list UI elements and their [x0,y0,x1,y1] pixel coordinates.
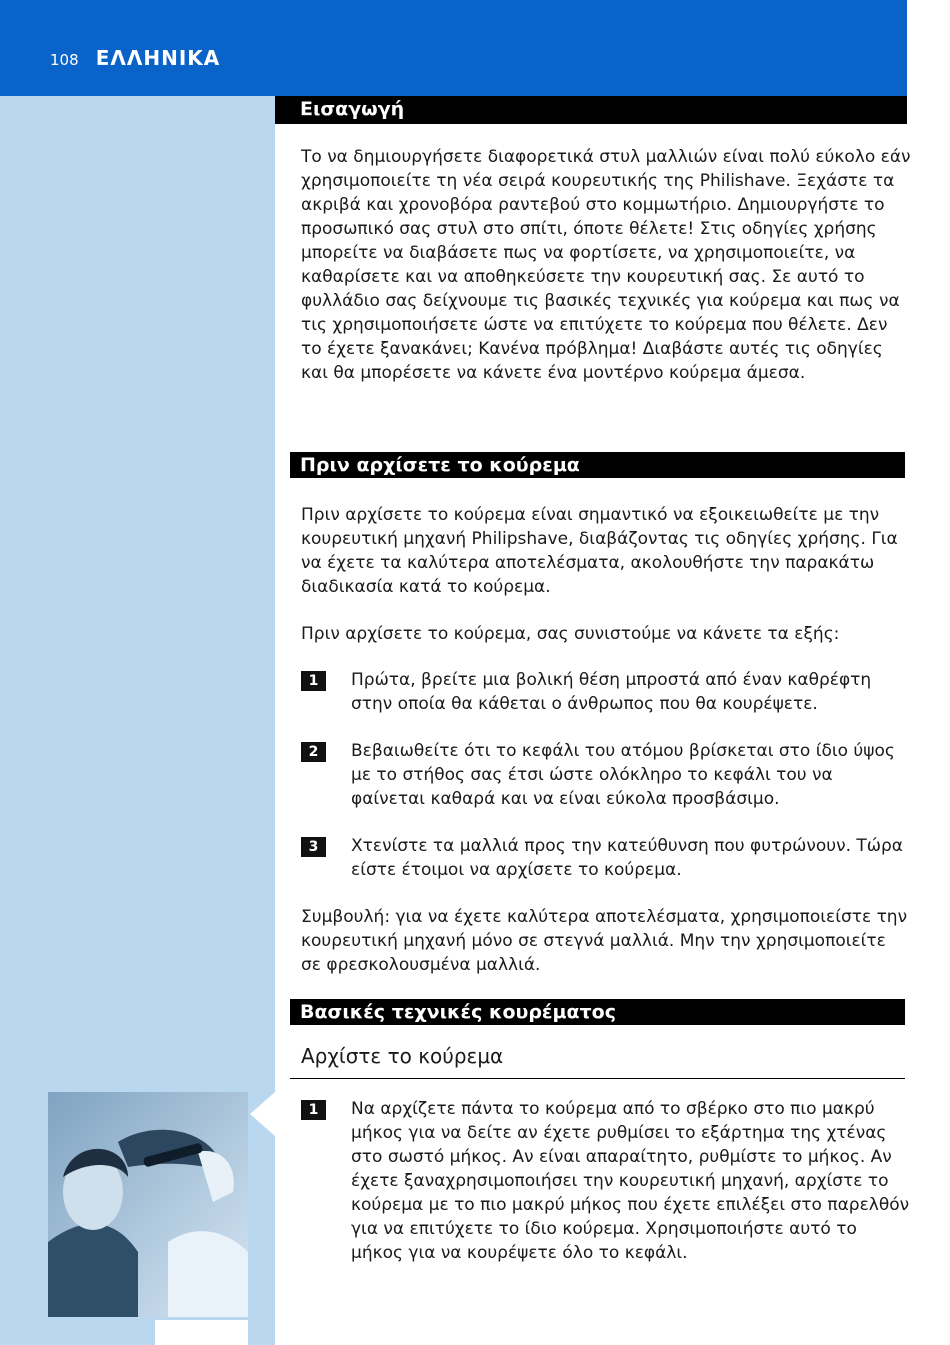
subsection-title: Αρχίστε το κούρεμα [301,1044,504,1068]
step-number: 3 [301,837,326,857]
before-paragraph: Πριν αρχίσετε το κούρεμα είναι σημαντικό να εξοικειωθείτε με την κουρευτική μηχανή Philipshave, διαβάζοντας τις οδηγίες χρήσης. Για να έχετε τα καλύτερα αποτελέσματα, ακολουθήστε την παρακάτω διαδικασία κατά το κούρεμα. [301,505,898,597]
step-number: 2 [301,742,326,762]
tip-paragraph: Συμβουλή: για να έχετε καλύτερα αποτελέσματα, χρησιμοποιείστε την κουρευτική μηχανή μόνο σε στεγνά μαλλιά. Μην την χρησιμοποιείτε σε φρεσκολουσμένα μαλλιά. [301,907,908,975]
step-text: Βεβαιωθείτε ότι το κεφάλι του ατόμου βρίσκεται στο ίδιο ύψος με το στήθος σας έτσι ώστε ολόκληρο το κεφάλι του να φαίνεται καθαρά και να είναι εύκολα προσβάσιμο. [351,741,895,809]
page-number: 108 [50,51,79,69]
before-intro-line: Πριν αρχίσετε το κούρεμα, σας συνιστούμε να κάνετε τα εξής: [301,624,840,644]
section-title-intro: Εισαγωγή [300,98,405,120]
step-text: Να αρχίζετε πάντα το κούρεμα από το σβέρκο στο πιο μακρύ μήκος για να δείτε αν έχετε ρυθμίσει το εξάρτημα της χτένας στο σωστό μήκος. Αν είναι απαραίτητο, ρυθμίστε το μήκος. Αν έχετε ξαναχρησιμοποιήσει την κουρευτική μηχανή, αρχίστε το κούρεμα με το πιο μακρύ μήκος που έχετε επιλέξει στο παρελθόν για να επιτύχετε το ίδιο κούρεμα. Χρησιμοποιήστε αυτό το μήκος για να κουρέψετε όλο το κεφάλι. [351,1099,910,1263]
step-number: 1 [301,671,326,691]
intro-paragraph: Το να δημιουργήσετε διαφορετικά στυλ μαλλιών είναι πολύ εύκολο εάν χρησιμοποιείτε τη νέα σειρά κουρευτικής της Philishave. Ξεχάστε τα ακριβά και χρονοβόρα ραντεβού στο κομμωτήριο. Δημιουργήστε το προσωπικό σας στυλ στο σπίτι, όποτε θέλετε! Στις οδηγίες χρήσης μπορείτε να διαβάσετε πως να φορτίσετε, να χρησιμοποιείτε, να καθαρίσετε και να αποθηκεύσετε την κουρευτική σας. Σε αυτό το φυλλάδιο σας δείχνουμε τις βασικές τεχνικές για κούρεμα και πως να τις χρησιμοποιήσετε ώστε να επιτύχετε το κούρεμα που θέλετε. Δεν το έχετε ξανακάνει; Κανένα πρόβλημα! Διαβάστε αυτές τις οδηγίες και θα μπορέσετε να κάνετε ένα μοντέρνο κούρεμα άμεσα. [301,147,911,383]
section-title-basic: Βασικές τεχνικές κουρέματος [290,999,905,1025]
right-margin [907,0,950,1345]
step-text: Χτενίστε τα μαλλιά προς την κατεύθυνση που φυτρώνουν. Τώρα είστε έτοιμοι να αρχίσετε το κούρεμα. [351,836,904,880]
page-header [50,46,220,70]
photo-caption-area [155,1320,248,1345]
step-number: 1 [301,1100,326,1120]
section-title-before: Πριν αρχίσετε το κούρεμα [290,452,905,478]
language-label: ΕΛΛΗΝΙΚΑ [95,46,221,70]
photo-pointer [250,1092,275,1136]
subsection-divider [290,1078,905,1079]
haircut-photo [48,1092,248,1317]
step-text: Πρώτα, βρείτε μια βολική θέση μπροστά από έναν καθρέφτη στην οποία θα κάθεται ο άνθρωπος που θα κουρέψετε. [351,670,872,714]
